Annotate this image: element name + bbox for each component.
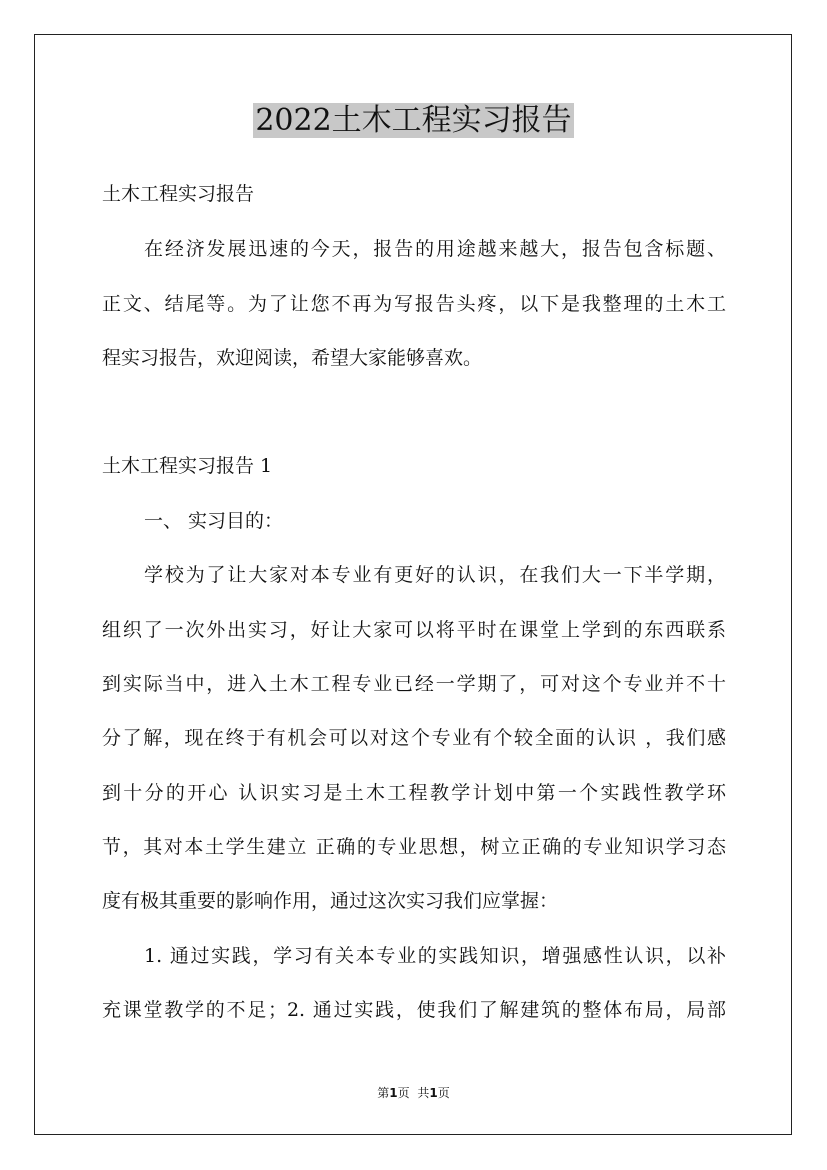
- intro-line: 程实习报告，欢迎阅读，希望大家能够喜欢。: [102, 347, 483, 369]
- numbered-line: 充课堂教学的不足；2. 通过实践，使我们了解建筑的整体布局，局部: [102, 999, 726, 1021]
- footer-total-prefix: 共: [417, 1086, 430, 1100]
- body-line: 到实际当中，进入土木工程专业已经一学期了，可对这个专业并不十: [102, 673, 726, 695]
- intro-line: 正文、结尾等。为了让您不再为写报告头疼，以下是我整理的土木工: [102, 293, 726, 315]
- footer-page-number: 1: [389, 1086, 398, 1100]
- footer-page-suffix: 页: [397, 1086, 410, 1100]
- footer-prefix: 第: [377, 1086, 390, 1100]
- body-line: 节，其对本土学生建立 正确的专业思想，树立正确的专业知识学习态: [102, 836, 726, 858]
- section-heading: 土木工程实习报告 1: [102, 455, 273, 477]
- footer-total-pages: 1: [429, 1086, 438, 1100]
- footer-total-suffix: 页: [437, 1086, 450, 1100]
- body-line: 组织了一次外出实习，好让大家可以将平时在课堂上学到的东西联系: [102, 619, 726, 641]
- document-title: [0, 101, 827, 141]
- page-footer: [0, 1084, 827, 1102]
- document-subtitle: 土木工程实习报告: [102, 183, 255, 205]
- document-title-text: 2022土木工程实习报告: [255, 103, 572, 138]
- body-line: 分了解，现在终于有机会可以对这个专业有个较全面的认识 ，我们感: [102, 727, 726, 749]
- intro-line: 在经济发展迅速的今天，报告的用途越来越大，报告包含标题、: [144, 238, 726, 260]
- body-line: 度有极其重要的影响作用，通过这次实习我们应掌握：: [102, 890, 559, 912]
- numbered-line: 1. 通过实践，学习有关本专业的实践知识，增强感性认识，以补: [144, 945, 726, 967]
- body-line: 到十分的开心 认识实习是土木工程教学计划中第一个实践性教学环: [102, 782, 726, 804]
- item-one-label: 一、 实习目的：: [144, 510, 284, 532]
- body-line: 学校为了让大家对本专业有更好的认识，在我们大一下半学期，: [144, 564, 726, 586]
